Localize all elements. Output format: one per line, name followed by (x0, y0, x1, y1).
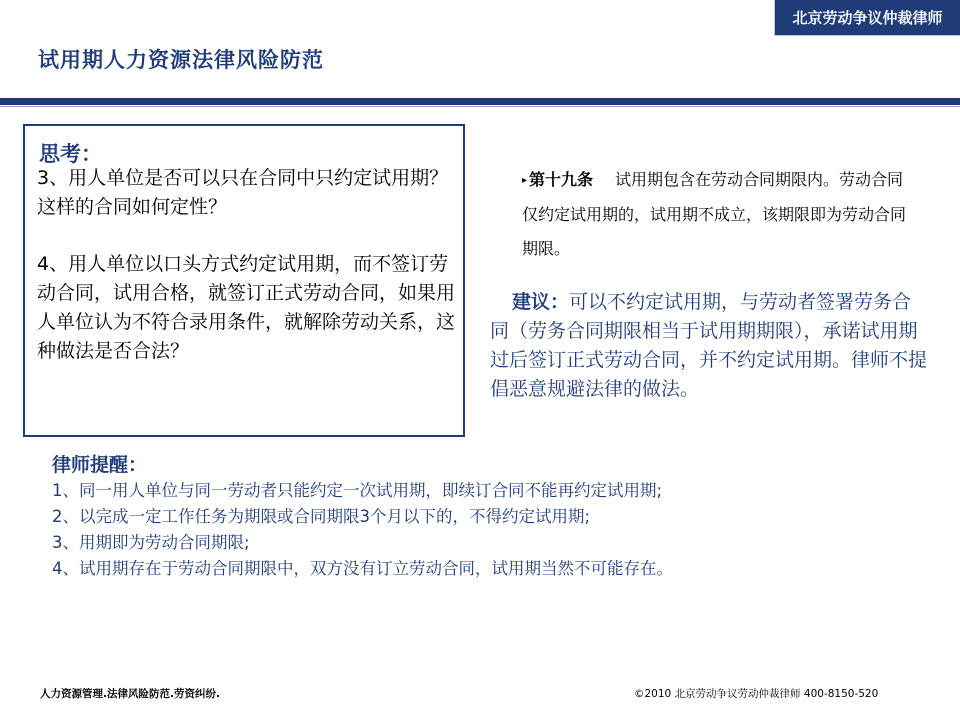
think-box (23, 124, 465, 437)
brand-badge: 北京劳动争议仲裁律师 (774, 0, 960, 36)
article-name: 第十九条 (529, 170, 594, 189)
tips-item: 4、试用期存在于劳动合同期限中，双方没有订立劳动合同，试用期当然不可能存在。 (52, 559, 673, 578)
footer-left: 人力资源管理.法律风险防范.劳资纠纷. (40, 688, 220, 700)
think-heading: 思考： (39, 142, 102, 166)
page-title: 试用期人力资源法律风险防范 (38, 48, 324, 72)
title-divider (0, 98, 960, 105)
law-article (522, 163, 912, 266)
article-text: 试用期包含在劳动合同期限内。劳动合同仅约定试用期的，试用期不成立，该期限即为劳动合同期限。 (522, 170, 907, 258)
advice-label: 建议： (512, 291, 570, 313)
bullet-icon: ▸ (522, 175, 528, 186)
tips-item: 3、用期即为劳动合同期限; (52, 533, 250, 552)
tips-list (52, 478, 932, 582)
footer-right: ©2010 北京劳动争议劳动仲裁律师 400-8150-520 (634, 688, 879, 700)
tips-heading: 律师提醒： (52, 454, 148, 476)
advice (490, 288, 930, 404)
tips-item: 1、同一用人单位与同一劳动者只能约定一次试用期，即续订合同不能再约定试用期; (52, 481, 663, 500)
tips-item: 2、以完成一定工作任务为期限或合同期限3个月以下的，不得约定试用期; (52, 507, 591, 526)
question-4: 4、用人单位以口头方式约定试用期，而不签订劳动合同，试用合格，就签订正式劳动合同，如果用人单位认为不符合录用条件，就解除劳动关系，这种做法是否合法？ (37, 253, 456, 362)
title-divider-thin (0, 106, 960, 107)
advice-text: 可以不约定试用期，与劳动者签署劳务合同（劳务合同期限相当于试用期期限），承诺试用期过后签订正式劳动合同，并不约定试用期。律师不提倡恶意规避法律的做法。 (490, 291, 928, 400)
question-3: 3、用人单位是否可以只在合同中只约定试用期？这样的合同如何定性？ (37, 167, 449, 218)
lawyer-tips (52, 452, 932, 582)
